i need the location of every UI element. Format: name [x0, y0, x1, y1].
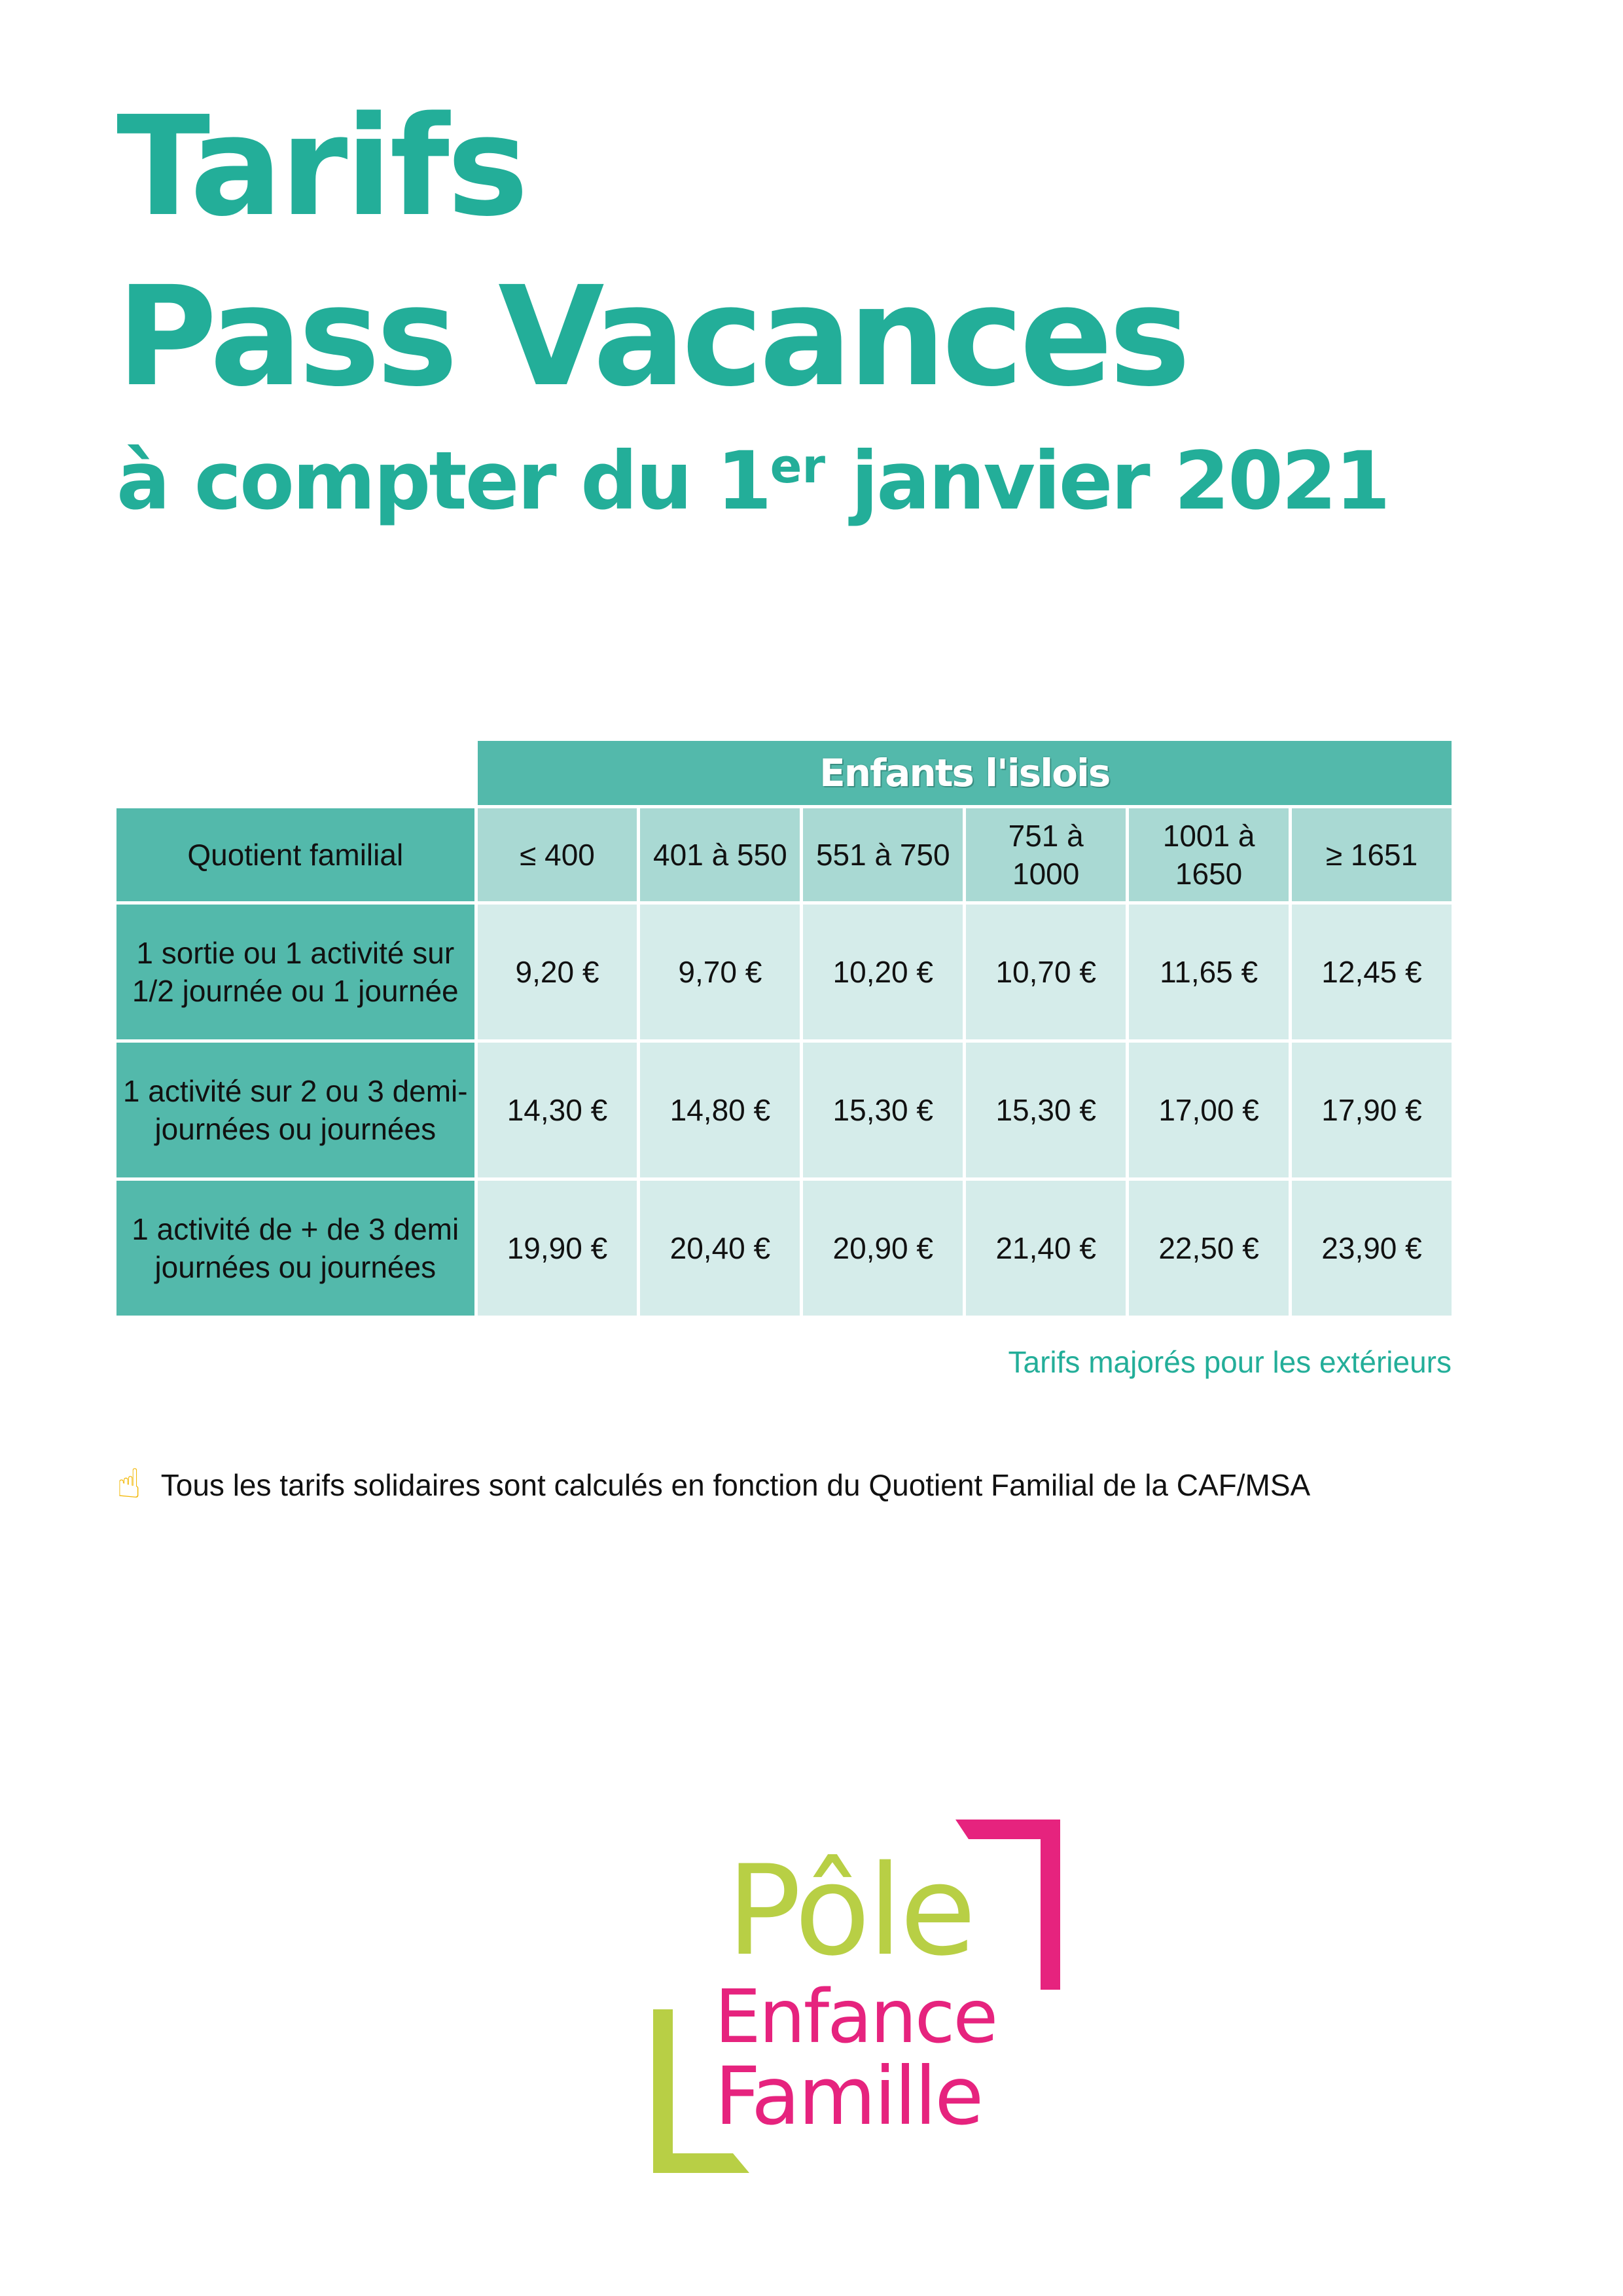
logo-text-famille: Famille [715, 2050, 982, 2143]
tariff-table [113, 738, 1455, 1319]
bracket-header: 1001 à 1650 [1129, 808, 1289, 901]
logo-text-pole: Pôle [726, 1839, 974, 1983]
title-date [116, 435, 1389, 528]
price-cell: 20,90 € [803, 1181, 963, 1316]
price-cell: 14,30 € [478, 1043, 637, 1177]
title-date-sup: er [770, 439, 825, 493]
price-cell: 21,40 € [966, 1181, 1126, 1316]
price-cell: 15,30 € [803, 1043, 963, 1177]
table-group-row [116, 741, 1452, 805]
group-header-enfants: Enfants l'islois [478, 741, 1452, 805]
price-cell: 9,70 € [640, 905, 800, 1039]
logo-graphic [641, 1820, 1073, 2186]
pointing-up-finger-icon: ☝ [116, 1460, 141, 1507]
price-cell: 19,90 € [478, 1181, 637, 1316]
price-cell: 20,40 € [640, 1181, 800, 1316]
row-label: 1 activité de + de 3 demi journées ou journées [116, 1181, 474, 1316]
bracket-header: ≥ 1651 [1292, 808, 1452, 901]
info-line [116, 1460, 1311, 1507]
price-cell: 14,80 € [640, 1043, 800, 1177]
price-cell: 17,90 € [1292, 1043, 1452, 1177]
table-header-row [116, 808, 1452, 901]
quotient-familial-header: Quotient familial [116, 808, 474, 901]
tariff-table-wrapper [116, 741, 1452, 1319]
row-label: 1 activité sur 2 ou 3 demi-journées ou journées [116, 1043, 474, 1177]
pole-enfance-famille-logo [641, 1820, 1073, 2186]
note-exterieurs: Tarifs majorés pour les extérieurs [1008, 1345, 1452, 1379]
table-row [116, 905, 1452, 1039]
price-cell: 12,45 € [1292, 905, 1452, 1039]
price-cell: 22,50 € [1129, 1181, 1289, 1316]
title-date-end: janvier 2021 [825, 435, 1389, 528]
page-title [116, 86, 1389, 528]
info-text: Tous les tarifs solidaires sont calculés en fonction du Quotient Familial de la CAF/MSA [160, 1468, 1311, 1502]
price-cell: 11,65 € [1129, 905, 1289, 1039]
title-date-start: à compter du 1 [116, 435, 770, 528]
title-pass-vacances: Pass Vacances [116, 257, 1187, 417]
price-cell: 23,90 € [1292, 1181, 1452, 1316]
empty-corner [116, 741, 474, 805]
table-row [116, 1043, 1452, 1177]
bracket-header: ≤ 400 [478, 808, 637, 901]
bracket-header: 401 à 550 [640, 808, 800, 901]
bracket-header: 751 à 1000 [966, 808, 1126, 901]
price-cell: 10,20 € [803, 905, 963, 1039]
table-row [116, 1181, 1452, 1316]
title-tarifs: Tarifs [116, 86, 526, 247]
price-cell: 10,70 € [966, 905, 1126, 1039]
price-cell: 17,00 € [1129, 1043, 1289, 1177]
price-cell: 15,30 € [966, 1043, 1126, 1177]
logo-text-enfance: Enfance [715, 1975, 997, 2060]
row-label: 1 sortie ou 1 activité sur 1/2 journée ou 1 journée [116, 905, 474, 1039]
price-cell: 9,20 € [478, 905, 637, 1039]
bracket-header: 551 à 750 [803, 808, 963, 901]
